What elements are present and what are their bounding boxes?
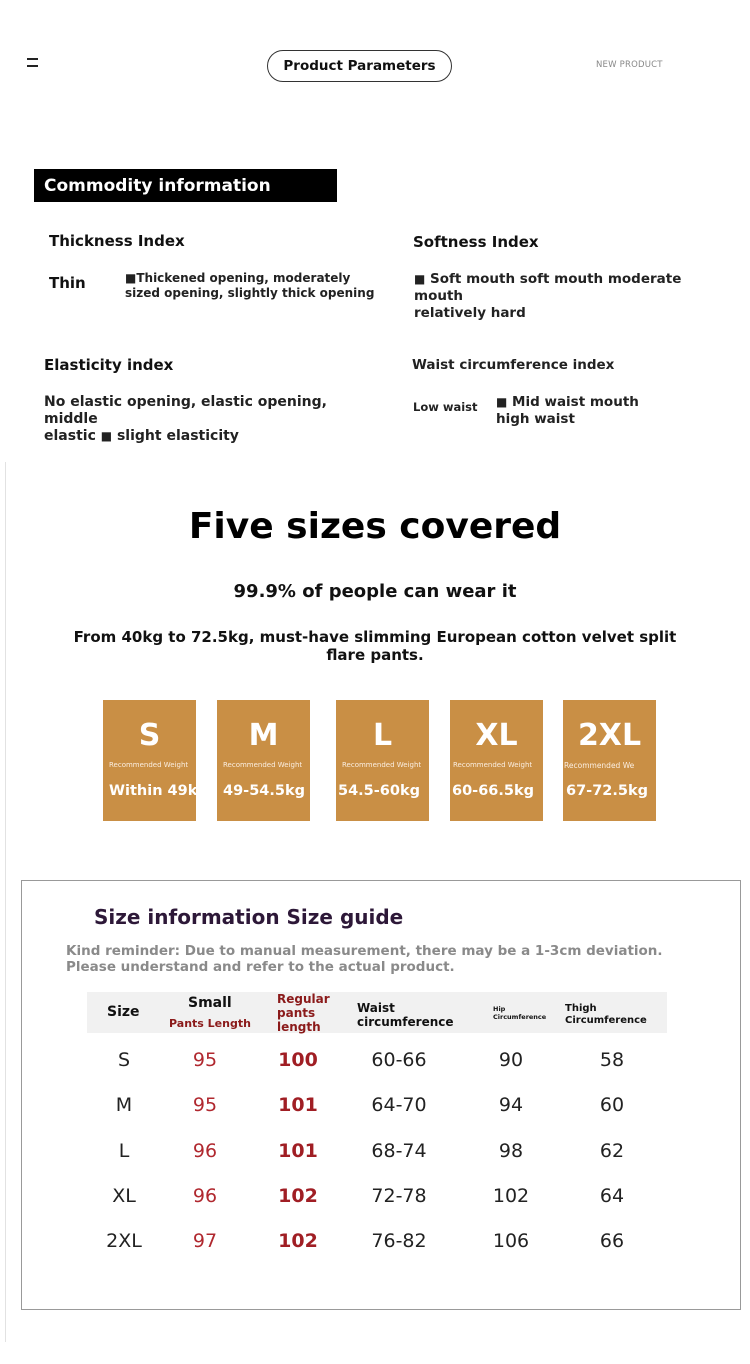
- header-waist-line1: Waist: [357, 1001, 395, 1015]
- header-regular-line2: pants: [277, 1006, 316, 1020]
- size-card-caption: Recommended Weight: [109, 761, 189, 769]
- size-card-l: [336, 700, 429, 821]
- size-card-caption: Recommended We: [564, 761, 635, 770]
- cell-small: 96: [192, 1185, 218, 1207]
- five-sizes-title: Five sizes covered: [188, 506, 562, 547]
- cell-thigh: 58: [599, 1049, 625, 1071]
- five-sizes-subtitle: 99.9% of people can wear it: [233, 581, 517, 602]
- softness-options-line2: relatively hard: [414, 305, 526, 321]
- size-card-caption: Recommended Weight: [342, 761, 422, 769]
- header-hip: [493, 1005, 546, 1021]
- cell-small: 95: [192, 1049, 218, 1071]
- elasticity-index-title: Elasticity index: [44, 356, 174, 374]
- commodity-information-heading: [34, 169, 337, 202]
- size-card-weight: 54.5-60kg: [338, 783, 420, 799]
- header-regular-line3: length: [277, 1020, 321, 1034]
- elasticity-options-line1: No elastic opening, elastic opening, middle: [44, 394, 327, 427]
- menu-icon[interactable]: [27, 58, 38, 68]
- cell-thigh: 66: [599, 1230, 625, 1252]
- cell-waist: 68-74: [371, 1140, 427, 1162]
- size-card-label: XL: [475, 718, 518, 753]
- cell-thigh: 64: [599, 1185, 625, 1207]
- header-waist: [357, 1001, 454, 1029]
- cell-hip: 98: [498, 1140, 524, 1162]
- waist-index-value: Low waist: [413, 400, 478, 414]
- header-hip-line2: Circumference: [493, 1013, 547, 1021]
- cell-waist: 76-82: [371, 1230, 427, 1252]
- size-card-caption: Recommended Weight: [223, 761, 303, 769]
- cell-thigh: 60: [599, 1094, 625, 1116]
- cell-regular: 101: [278, 1094, 318, 1116]
- size-card-weight: Within 49kg: [109, 783, 208, 799]
- thickness-options-line2: sized opening, slightly thick opening: [125, 286, 375, 300]
- header-thigh-line2: Circumference: [565, 1015, 647, 1026]
- cell-size: L: [118, 1140, 130, 1162]
- softness-options-line1: Soft mouth soft mouth moderate mouth: [414, 271, 682, 304]
- waist-options-line2: high waist: [496, 411, 575, 427]
- thickness-index-value: Thin: [49, 274, 86, 292]
- size-card-label: L: [372, 718, 393, 753]
- size-card-s: [103, 700, 208, 821]
- elasticity-options-line2-pre: elastic: [44, 428, 96, 444]
- waist-options-line1: Mid waist mouth: [512, 394, 639, 410]
- cell-thigh: 62: [599, 1140, 625, 1162]
- size-card-weight: 67-72.5kg: [566, 783, 648, 799]
- product-parameters-label: Product Parameters: [283, 58, 436, 74]
- size-card-2xl: [563, 700, 656, 821]
- thickness-options-line1: Thickened opening, moderately: [136, 271, 351, 285]
- waist-index-title: Waist circumference index: [412, 357, 615, 373]
- cell-regular: 101: [278, 1140, 318, 1162]
- cell-hip: 106: [492, 1230, 530, 1252]
- cell-small: 96: [192, 1140, 218, 1162]
- elasticity-options-line2-post: slight elasticity: [116, 428, 239, 444]
- cell-size: M: [115, 1094, 133, 1116]
- cell-hip: 102: [492, 1185, 530, 1207]
- size-card-label: M: [248, 718, 279, 753]
- cell-hip: 94: [498, 1094, 524, 1116]
- cell-size: 2XL: [106, 1230, 142, 1252]
- cell-regular: 102: [278, 1230, 318, 1252]
- cell-waist: 72-78: [371, 1185, 427, 1207]
- header-waist-line2: circumference: [357, 1015, 454, 1029]
- measurement-reminder: Kind reminder: Due to manual measurement, there may be a 1-3cm deviation. Please understand and refer to the actual product.: [66, 943, 663, 975]
- cell-small: 95: [192, 1094, 218, 1116]
- size-card-m: [217, 700, 310, 821]
- size-card-caption: Recommended Weight: [453, 761, 533, 769]
- cell-size: S: [117, 1049, 131, 1071]
- thickness-index-title: Thickness Index: [49, 232, 185, 250]
- header-size: Size: [107, 1004, 140, 1020]
- selected-marker-icon: ■: [496, 395, 508, 409]
- waist-index-options: [496, 394, 696, 428]
- size-card-xl: [450, 700, 543, 821]
- cell-waist: 60-66: [371, 1049, 427, 1071]
- size-card-label: 2XL: [577, 718, 642, 753]
- size-card-label: S: [138, 718, 161, 753]
- selected-marker-icon: ■: [125, 271, 137, 285]
- thickness-index-options: [125, 271, 375, 301]
- five-sizes-description: From 40kg to 72.5kg, must-have slimming European cotton velvet split flare pants.: [73, 628, 677, 664]
- size-guide-title: Size information Size guide: [94, 905, 404, 929]
- softness-index-title: Softness Index: [413, 233, 539, 251]
- cell-hip: 90: [498, 1049, 524, 1071]
- selected-marker-icon: ■: [100, 429, 113, 443]
- product-parameters-button[interactable]: [267, 50, 452, 82]
- new-product-tag: NEW PRODUCT: [596, 60, 663, 70]
- header-hip-line1: Hip: [493, 1005, 506, 1013]
- header-thigh-line1: Thigh: [565, 1003, 597, 1014]
- header-small: Small: [188, 995, 232, 1011]
- commodity-heading-text: Commodity information: [44, 175, 271, 196]
- cell-size: XL: [112, 1185, 136, 1207]
- elasticity-index-options: [44, 394, 384, 445]
- header-regular-line1: Regular: [277, 992, 330, 1006]
- header-small-sub: Pants Length: [169, 1017, 251, 1030]
- cell-waist: 64-70: [371, 1094, 427, 1116]
- selected-marker-icon: ■: [414, 272, 426, 286]
- cell-small: 97: [192, 1230, 218, 1252]
- cell-regular: 102: [278, 1185, 318, 1207]
- cell-regular: 100: [278, 1049, 318, 1071]
- size-card-weight: 60-66.5kg: [452, 783, 534, 799]
- softness-index-options: [414, 271, 734, 322]
- size-card-weight: 49-54.5kg: [223, 783, 305, 799]
- header-regular-length: [277, 992, 330, 1034]
- header-thigh: [565, 1003, 647, 1027]
